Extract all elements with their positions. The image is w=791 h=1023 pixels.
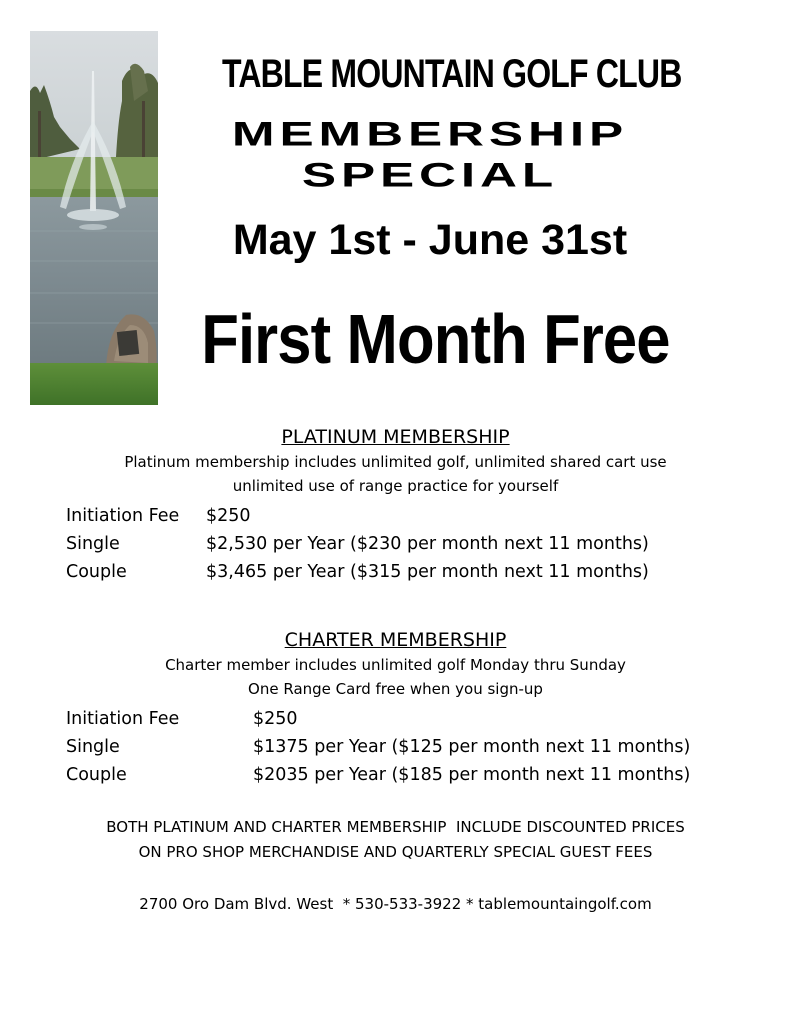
row-value: $2,530 per Year ($230 per month next 11 months) xyxy=(206,534,649,554)
row-value: $1375 per Year ($125 per month next 11 months) xyxy=(253,737,691,757)
row-value: $250 xyxy=(206,506,251,526)
row-value: $250 xyxy=(253,709,298,729)
row-label: Single xyxy=(66,737,120,757)
platinum-description-line2: unlimited use of range practice for yourself xyxy=(232,477,559,495)
fountain-pond-photo xyxy=(30,31,158,405)
contact-info: 2700 Oro Dam Blvd. West * 530-533-3922 * tablemountaingolf.com xyxy=(139,895,652,913)
platinum-couple-row xyxy=(0,558,791,586)
promo-dates: May 1st - June 31st xyxy=(232,216,628,264)
charter-description-line2: One Range Card free when you sign-up xyxy=(248,680,543,698)
charter-description-line1: Charter member includes unlimited golf Monday thru Sunday xyxy=(165,656,626,674)
row-label: Single xyxy=(66,534,120,554)
footer-line2: ON PRO SHOP MERCHANDISE AND QUARTERLY SPECIAL GUEST FEES xyxy=(138,843,653,861)
row-value: $3,465 per Year ($315 per month next 11 months) xyxy=(206,562,649,582)
charter-initiation-row xyxy=(0,705,791,733)
platinum-description-line1: Platinum membership includes unlimited golf, unlimited shared cart use xyxy=(124,453,667,471)
row-label: Couple xyxy=(66,562,127,582)
club-name: TABLE MOUNTAIN GOLF CLUB xyxy=(222,52,682,96)
special-title-line2: SPECIAL xyxy=(301,155,559,194)
footer-line1: BOTH PLATINUM AND CHARTER MEMBERSHIP INCLUDE DISCOUNTED PRICES xyxy=(106,818,685,836)
special-title-line1: MEMBERSHIP xyxy=(231,114,629,153)
charter-couple-row xyxy=(0,761,791,789)
footer-notice xyxy=(0,815,791,865)
row-value: $2035 per Year ($185 per month next 11 months) xyxy=(253,765,691,785)
platinum-heading: PLATINUM MEMBERSHIP xyxy=(281,426,510,448)
platinum-section xyxy=(0,424,791,586)
charter-heading: CHARTER MEMBERSHIP xyxy=(284,629,507,651)
charter-single-row xyxy=(0,733,791,761)
row-label: Initiation Fee xyxy=(66,506,180,526)
platinum-initiation-row xyxy=(0,502,791,530)
promo-offer: First Month Free xyxy=(201,300,670,378)
charter-section xyxy=(0,627,791,789)
platinum-single-row xyxy=(0,530,791,558)
row-label: Initiation Fee xyxy=(66,709,180,729)
row-label: Couple xyxy=(66,765,127,785)
